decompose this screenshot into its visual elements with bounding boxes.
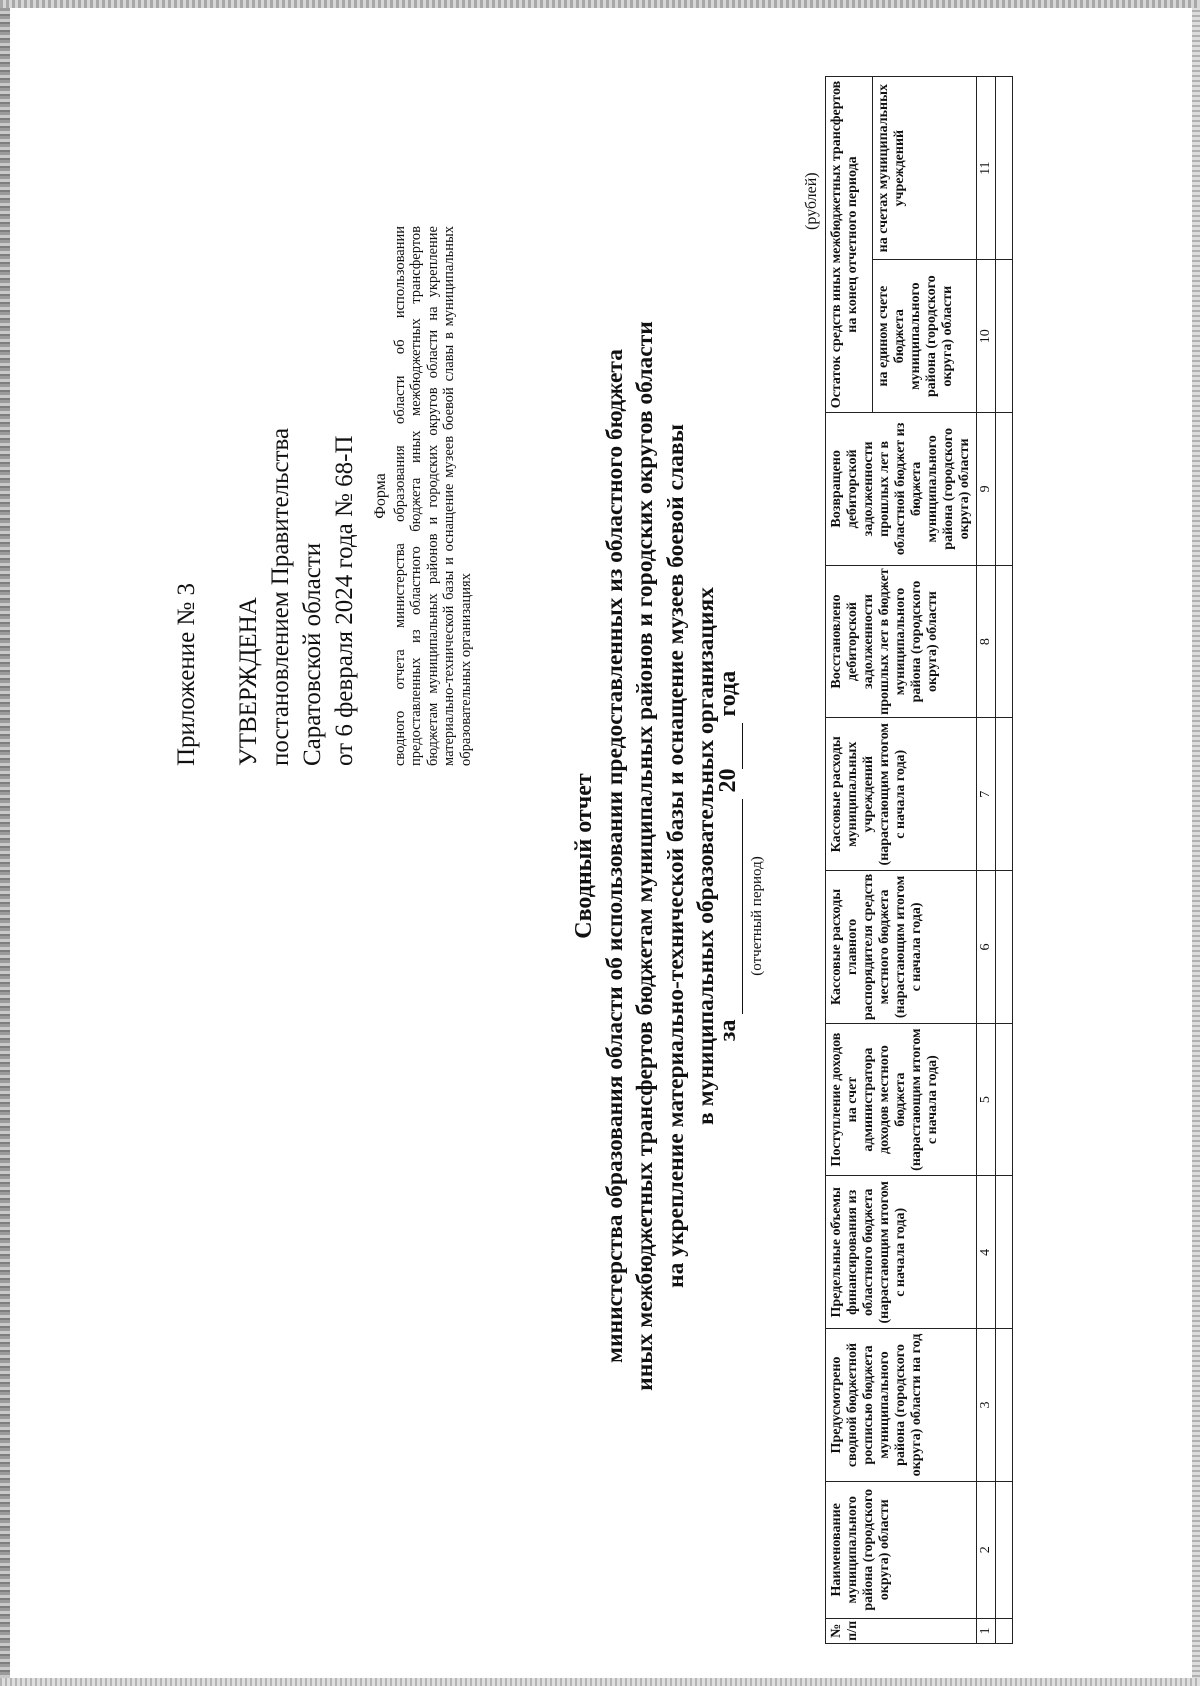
header-cell: Наименование муниципального района (городского округа) области	[826, 1481, 977, 1618]
column-number: 11	[977, 77, 996, 260]
table-cell[interactable]	[996, 413, 1013, 566]
approval-line: постановлением Правительства	[267, 427, 294, 766]
table-cell[interactable]	[996, 565, 1013, 718]
empty-data-row	[996, 77, 1013, 1644]
appendix-number: Приложение № 3	[173, 582, 200, 766]
report-heading: Сводный отчет	[571, 773, 597, 939]
approval-line: Саратовской области	[299, 542, 326, 766]
period-blank-field[interactable]	[715, 799, 743, 1014]
report-period-line	[715, 386, 743, 1326]
report-title-block	[569, 86, 722, 1626]
table-cell[interactable]	[996, 1023, 1013, 1176]
column-number: 5	[977, 1023, 996, 1176]
table-cell[interactable]	[996, 1618, 1013, 1643]
column-number: 8	[977, 565, 996, 718]
period-suffix: года	[715, 670, 741, 717]
form-description: сводного отчета министерства образования области об использовании предоставленных из областного бюджета иных межбюджетных трансфертов бюджетам муниципальных районов и городских округов области на укрепление материально-технической базы и оснащение музеев боевой славы в муниципальных образовательных организациях	[391, 226, 474, 766]
column-number: 2	[977, 1481, 996, 1618]
period-caption: (отчетный период)	[749, 856, 765, 976]
scan-edge	[0, 1678, 1200, 1686]
table-cell[interactable]	[996, 1176, 1013, 1329]
scan-edge	[1192, 0, 1200, 1686]
column-number: 6	[977, 871, 996, 1024]
table-cell[interactable]	[996, 871, 1013, 1024]
header-group-cell: Остаток средств иных межбюджетных трансфертов на конец отчетного периода	[826, 77, 873, 413]
table-cell[interactable]	[996, 1481, 1013, 1618]
approved-label: УТВЕРЖДЕНА	[235, 597, 262, 766]
header-cell: Предусмотрено сводной бюджетной росписью бюджета муниципального района (городского округа) области на год	[826, 1329, 977, 1482]
column-number: 9	[977, 413, 996, 566]
approval-stamp-block	[171, 226, 361, 766]
header-cell: Кассовые расходы муниципальных учреждений (нарастающим итогом с начала года)	[826, 718, 977, 871]
column-number: 1	[977, 1618, 996, 1643]
report-title-line: министерства образования области об использовании предоставленных из областного бюджета	[601, 349, 628, 1363]
period-prefix: за	[715, 1019, 741, 1042]
table-cell[interactable]	[996, 77, 1013, 260]
column-number-row	[977, 77, 996, 1644]
period-year: 20	[715, 768, 741, 793]
column-number: 3	[977, 1329, 996, 1482]
unit-label: (рублей)	[803, 172, 820, 230]
report-title-line: на укрепление материально-технической базы и оснащение музеев боевой славы	[662, 424, 689, 1288]
rotated-document-page	[1, 46, 1171, 1666]
form-description-block	[373, 226, 474, 766]
header-cell: Кассовые расходы главного распорядителя средств местного бюджета (нарастающим итогом с начала года)	[826, 871, 977, 1024]
column-number: 10	[977, 260, 996, 413]
report-title-line: иных межбюджетных трансфертов бюджетам муниципальных районов и городских округов области	[632, 321, 658, 1391]
table-cell[interactable]	[996, 718, 1013, 871]
table-cell[interactable]	[996, 260, 1013, 413]
scan-edge	[0, 0, 1200, 8]
report-table	[825, 76, 1013, 1644]
table-cell[interactable]	[996, 1329, 1013, 1482]
header-cell: № п/п	[826, 1618, 977, 1643]
form-title: Форма	[372, 473, 389, 519]
column-number: 7	[977, 718, 996, 871]
header-cell: Возвращено дебиторской задолженности прошлых лет в областной бюджет из бюджета муниципального района (городского округа) области	[826, 413, 977, 566]
column-number: 4	[977, 1176, 996, 1329]
report-title-line: в муниципальных образовательных организациях	[693, 587, 719, 1125]
header-cell: Восстановлено дебиторской задолженности прошлых лет в бюджет муниципального района (городского округа) области	[826, 565, 977, 718]
header-cell: Предельные объемы финансирования из областного бюджета (нарастающим итогом с начала года)	[826, 1176, 977, 1329]
header-subcell: на едином счете бюджета муниципального района (городского округа) области	[872, 260, 976, 413]
approval-date-line: от 6 февраля 2024 года № 68-П	[331, 435, 358, 766]
header-cell: Поступление доходов на счет администратора доходов местного бюджета (нарастающим итогом с начала года)	[826, 1023, 977, 1176]
year-blank-field[interactable]	[715, 723, 743, 769]
header-subcell: на счетах муниципальных учреждений	[872, 77, 976, 260]
header-row	[826, 77, 873, 1644]
